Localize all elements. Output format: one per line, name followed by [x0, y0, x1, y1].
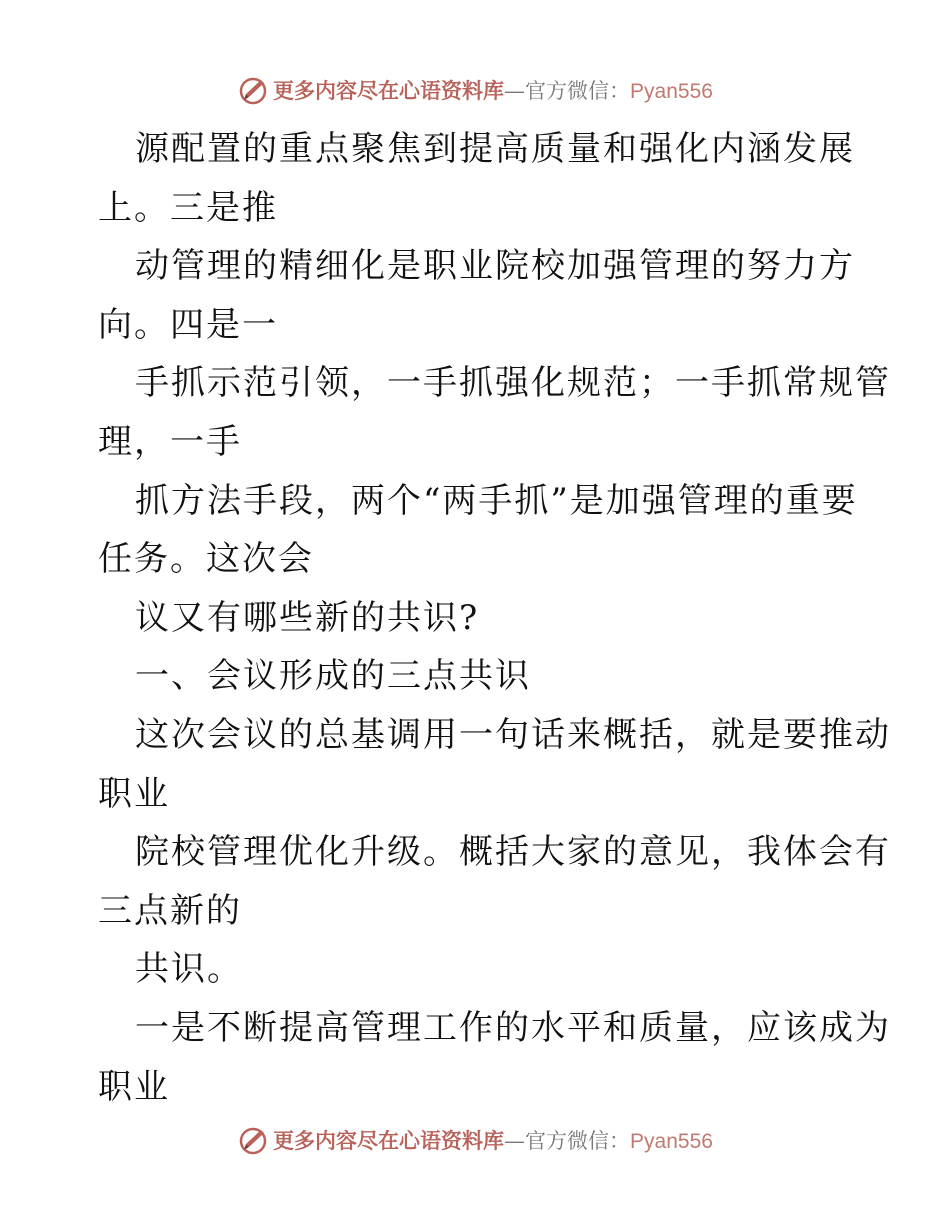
text-line: 共识。 [135, 949, 243, 990]
text-line: 三点新的 [98, 890, 242, 931]
footer-banner [0, 1120, 950, 1160]
text-line: 动管理的精细化是职业院校加强管理的努力方 [135, 246, 855, 287]
banner-text [273, 75, 713, 105]
pen-logo-icon [237, 1124, 269, 1156]
header-banner [0, 70, 950, 110]
text-line: 源配置的重点聚焦到提高质量和强化内涵发展 [135, 129, 855, 169]
section-heading: 一、会议形成的三点共识 [135, 656, 531, 697]
text-line: 向。四是一 [98, 304, 278, 345]
banner-wechat-handle: Pyan556 [630, 80, 713, 103]
text-line: 职业 [98, 1066, 170, 1107]
text-line: 上。三是推 [98, 187, 278, 228]
text-line: 议又有哪些新的共识? [135, 597, 480, 638]
banner-site-name: 更多内容尽在心语资料库 [273, 78, 505, 103]
text-line: 理，一手 [98, 421, 242, 462]
banner-wechat-label: —官方微信： [504, 79, 631, 103]
text-line: 职业 [98, 773, 170, 814]
banner-wechat-label: —官方微信： [504, 1129, 631, 1153]
text-line: 手抓示范引领，一手抓强化规范；一手抓常规管 [135, 363, 891, 404]
banner-text [273, 1125, 713, 1155]
text-line: 院校管理优化升级。概括大家的意见，我体会有 [135, 832, 891, 873]
document-body [98, 120, 891, 1116]
text-line: 这次会议的总基调用一句话来概括，就是要推动 [135, 714, 891, 755]
banner-wechat-handle: Pyan556 [630, 1130, 713, 1153]
banner-site-name: 更多内容尽在心语资料库 [273, 1128, 505, 1153]
text-line: 一是不断提高管理工作的水平和质量，应该成为 [135, 1007, 891, 1048]
pen-logo-icon [237, 74, 269, 106]
text-line: 任务。这次会 [98, 539, 314, 580]
text-line: 抓方法手段，两个“两手抓”是加强管理的重要 [135, 480, 858, 521]
